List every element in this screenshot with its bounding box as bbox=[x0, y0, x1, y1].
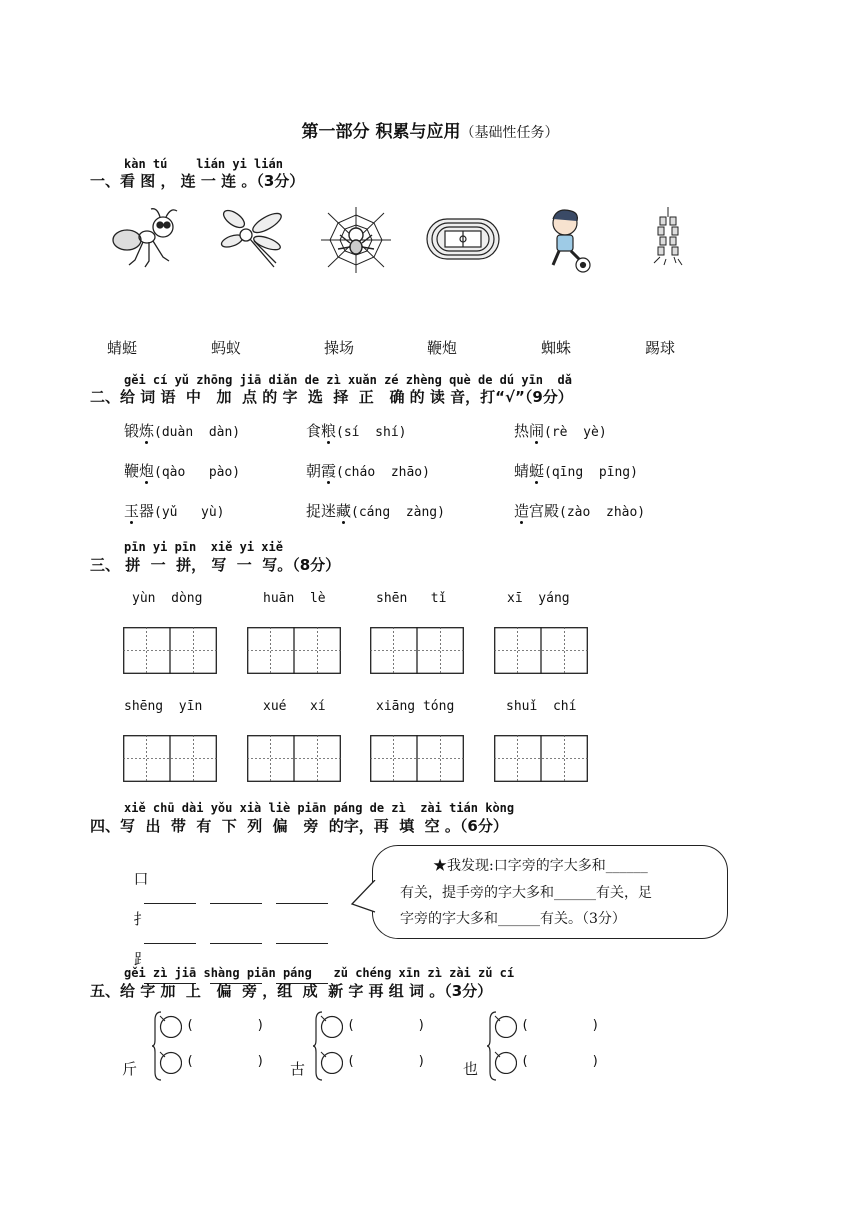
q3-pinyin-item: yùn dòng bbox=[132, 591, 203, 606]
word-pre: 朝 bbox=[306, 462, 322, 480]
pronunciation-options[interactable]: (duàn dàn) bbox=[154, 425, 241, 440]
dotted-char: 炼 bbox=[139, 422, 155, 440]
radical-label: 口 bbox=[133, 870, 149, 888]
q1-word[interactable]: 操场 bbox=[324, 339, 355, 357]
word-pre: 鞭 bbox=[124, 462, 140, 480]
q2-item[interactable] bbox=[514, 460, 638, 481]
q1-word[interactable]: 蚂蚁 bbox=[211, 339, 242, 357]
word-pre: 热 bbox=[514, 422, 530, 440]
q3-pinyin-item: xī yáng bbox=[507, 591, 570, 606]
q2-item[interactable] bbox=[514, 500, 645, 521]
pronunciation-options[interactable]: (cáng zàng) bbox=[351, 505, 445, 520]
dragonfly-icon[interactable] bbox=[212, 205, 292, 275]
playground-icon[interactable] bbox=[423, 205, 503, 275]
q3-pinyin-item: xué xí bbox=[263, 699, 326, 714]
q1-word[interactable]: 鞭炮 bbox=[427, 339, 458, 357]
radical-label: ⻊ bbox=[133, 950, 149, 968]
pronunciation-options[interactable]: (cháo zhāo) bbox=[336, 465, 430, 480]
dotted-char: 粮 bbox=[321, 422, 337, 440]
q4-pinyin: xiě chū dài yǒu xià liè piān páng de zì zài tián kòng bbox=[124, 801, 515, 815]
q2-item[interactable] bbox=[514, 420, 607, 441]
boy-kicking-ball-icon[interactable] bbox=[535, 205, 615, 275]
bubble-line: ★我发现:口字旁的字大多和______ bbox=[433, 858, 648, 874]
q2-item[interactable] bbox=[306, 500, 445, 521]
q3-pinyin-item: shuǐ chí bbox=[506, 699, 577, 714]
q3-label: 三、 拼 一 拼， 写 一 写。（8分） bbox=[90, 556, 341, 574]
word-paren[interactable]: ( ) bbox=[521, 1018, 600, 1033]
writing-grid[interactable] bbox=[247, 627, 341, 674]
word-post: 器 bbox=[139, 502, 155, 520]
pronunciation-options[interactable]: (zào zhào) bbox=[559, 505, 646, 520]
dotted-char: 炮 bbox=[139, 462, 155, 480]
q2-item[interactable] bbox=[306, 420, 406, 441]
title-main: 第一部分 积累与应用 bbox=[301, 122, 461, 142]
radical-circle[interactable] bbox=[493, 1014, 517, 1038]
base-char: 也 bbox=[463, 1060, 479, 1078]
pronunciation-options[interactable]: (qīng pīng) bbox=[544, 465, 638, 480]
writing-grid[interactable] bbox=[123, 627, 217, 674]
q1-word[interactable]: 踢球 bbox=[645, 339, 676, 357]
word-pre: 捉迷 bbox=[306, 502, 337, 520]
word-pre: 食 bbox=[306, 422, 322, 440]
pronunciation-options[interactable]: (qào pào) bbox=[154, 465, 241, 480]
ant-icon[interactable] bbox=[105, 205, 185, 275]
q1-word[interactable]: 蜻蜓 bbox=[107, 339, 138, 357]
bubble-line: 字旁的字大多和______有关。（3分） bbox=[400, 911, 626, 927]
dotted-char: 藏 bbox=[336, 502, 352, 520]
dotted-char: 玉 bbox=[124, 502, 140, 520]
writing-grid[interactable] bbox=[370, 735, 464, 782]
writing-grid[interactable] bbox=[494, 735, 588, 782]
q2-pinyin: gěi cí yǔ zhōng jiā diǎn de zì xuǎn zé zhèng què de dú yīn dǎ bbox=[124, 373, 572, 387]
word-paren[interactable]: ( ) bbox=[521, 1054, 600, 1069]
title-sub: （基础性任务） bbox=[460, 125, 559, 141]
pronunciation-options[interactable]: (sí shí) bbox=[336, 425, 407, 440]
base-char: 斤 bbox=[122, 1060, 138, 1078]
pronunciation-options[interactable]: (rè yè) bbox=[544, 425, 607, 440]
q2-label: 二、给 词 语 中 加 点 的 字 选 择 正 确 的 读 音，打“√”（9分） bbox=[90, 388, 573, 406]
q1-label: 一、看 图 ， 连 一 连 。（3分） bbox=[90, 172, 305, 190]
radical-circle[interactable] bbox=[319, 1014, 343, 1038]
writing-grid[interactable] bbox=[370, 627, 464, 674]
word-paren[interactable]: ( ) bbox=[347, 1054, 426, 1069]
q2-item[interactable] bbox=[124, 500, 224, 521]
q3-pinyin-item: shēng yīn bbox=[124, 699, 203, 714]
q5-label: 五、给 字 加 上 偏 旁 ，组 成 新 字 再 组 词 。（3分） bbox=[90, 982, 493, 1000]
bubble-tail bbox=[350, 880, 376, 920]
writing-grid[interactable] bbox=[494, 627, 588, 674]
dotted-char: 造 bbox=[514, 502, 530, 520]
q1-pinyin: kàn tú lián yi lián bbox=[124, 157, 283, 171]
q5-pinyin: gěi zì jiā shàng piān páng zǔ chéng xīn zì zài zǔ cí bbox=[124, 966, 515, 980]
word-post: 宫殿 bbox=[529, 502, 560, 520]
q2-item[interactable] bbox=[124, 460, 240, 481]
word-pre: 蜻 bbox=[514, 462, 530, 480]
word-pre: 锻 bbox=[124, 422, 140, 440]
q2-item[interactable] bbox=[306, 460, 430, 481]
dotted-char: 蜓 bbox=[529, 462, 545, 480]
q4-label: 四、写 出 带 有 下 列 偏 旁 的字，再 填 空 。（6分） bbox=[90, 817, 508, 835]
radical-label: 扌 bbox=[133, 910, 149, 928]
word-paren[interactable]: ( ) bbox=[186, 1054, 265, 1069]
writing-grid[interactable] bbox=[123, 735, 217, 782]
word-paren[interactable]: ( ) bbox=[347, 1018, 426, 1033]
dotted-char: 闹 bbox=[529, 422, 545, 440]
writing-grid[interactable] bbox=[247, 735, 341, 782]
radical-circle[interactable] bbox=[158, 1050, 182, 1074]
q3-pinyin-item: xiāng tóng bbox=[376, 699, 455, 714]
q3-pinyin: pīn yi pīn xiě yi xiě bbox=[124, 540, 283, 554]
radical-circle[interactable] bbox=[158, 1014, 182, 1038]
spider-icon[interactable] bbox=[316, 205, 396, 275]
q3-pinyin-item: huān lè bbox=[263, 591, 326, 606]
word-paren[interactable]: ( ) bbox=[186, 1018, 265, 1033]
page-title bbox=[0, 117, 860, 142]
radical-circle[interactable] bbox=[319, 1050, 343, 1074]
q3-pinyin-item: shēn tǐ bbox=[376, 591, 447, 606]
q1-word[interactable]: 蜘蛛 bbox=[541, 339, 572, 357]
radical-circle[interactable] bbox=[493, 1050, 517, 1074]
q2-item[interactable] bbox=[124, 420, 240, 441]
dotted-char: 霞 bbox=[321, 462, 337, 480]
base-char: 古 bbox=[290, 1060, 306, 1078]
bubble-line: 有关，提手旁的字大多和______有关，足 bbox=[400, 885, 652, 901]
firecracker-icon[interactable] bbox=[640, 205, 720, 275]
pronunciation-options[interactable]: (yǔ yù) bbox=[154, 505, 225, 520]
